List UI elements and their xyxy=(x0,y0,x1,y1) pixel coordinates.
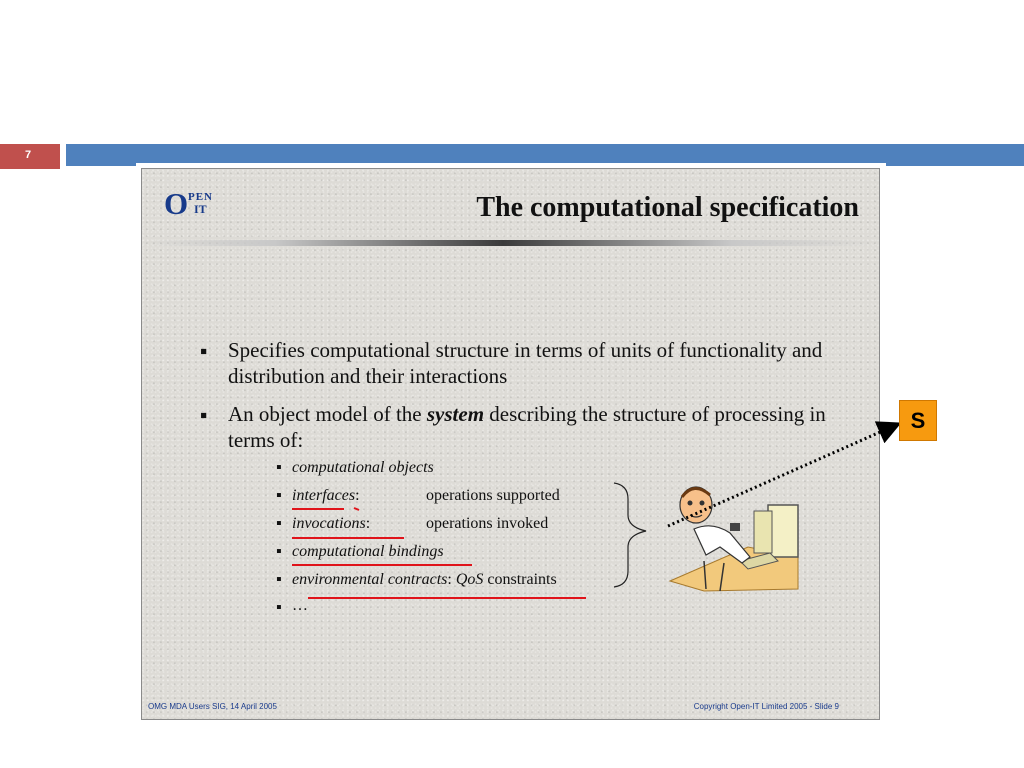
sub-bullet-computational-objects: computational objects xyxy=(292,459,434,476)
sub-bullet-marker: ▪ xyxy=(276,459,282,476)
sub-bullet-marker: ▪ xyxy=(276,571,282,588)
sub-bullet-computational-bindings: computational bindings xyxy=(292,543,444,560)
slide-number: 7 xyxy=(25,149,32,161)
interfaces-description: operations supported xyxy=(426,487,560,504)
open-it-logo: O PEN IT xyxy=(164,186,213,221)
sub-bullet-marker: ▪ xyxy=(276,543,282,560)
sub-bullet-environmental-contracts: environmental contracts: QoS constraints xyxy=(292,571,557,588)
sub-bullet-interfaces: interfaces: xyxy=(292,487,360,504)
sub-bullet-marker: ▪ xyxy=(276,599,282,616)
sub-bullet-ellipsis: … xyxy=(292,597,308,614)
bullet-marker: ▪ xyxy=(200,339,208,363)
invocations-description: operations invoked xyxy=(426,515,549,532)
sub-bullet-marker: ▪ xyxy=(276,487,282,504)
footer-left: OMG MDA Users SIG, 14 April 2005 xyxy=(148,702,277,711)
bullet-1: Specifies computational structure in terms of units of functionality and distribution and their interactions xyxy=(228,338,823,388)
bullet-2: An object model of the system describing the structure of processing in terms of: xyxy=(228,402,826,452)
sub-bullet-invocations: invocations: xyxy=(292,515,371,532)
sub-bullet-marker: ▪ xyxy=(276,515,282,532)
footer-right: Copyright Open-IT Limited 2005 - Slide 9 xyxy=(693,702,839,711)
slide-title: The computational specification xyxy=(476,192,859,223)
annotation-dotted-arrow xyxy=(668,425,896,526)
bullet-marker: ▪ xyxy=(200,403,208,427)
annotation-s-box: S xyxy=(899,400,937,441)
